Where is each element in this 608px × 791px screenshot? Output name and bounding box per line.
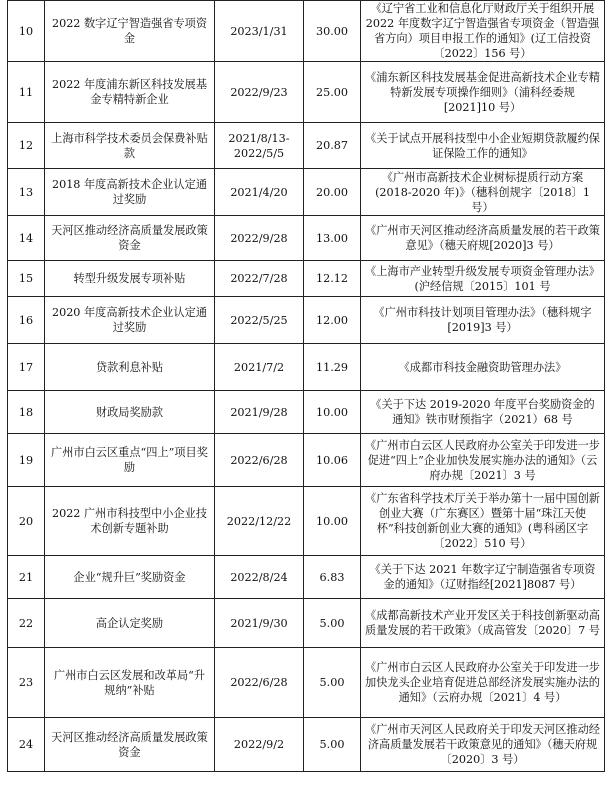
- grant-basis: 《成都高新技术产业开发区关于科技创新驱动高质量发展的若干政策》（成高管发〔2020〕7 号: [361, 599, 605, 648]
- grant-basis: 《关于下达 2019-2020 年度平台奖励资金的通知》铁市财预指字（2021）68 号: [361, 391, 605, 434]
- grant-date: 2022/6/28: [215, 434, 304, 487]
- grant-date: 2021/7/2: [215, 344, 304, 391]
- grant-item: 2022 广州市科技型中小企业技术创新专题补助: [45, 487, 215, 556]
- grant-basis: 《浦东新区科技发展基金促进高新技术企业专精特新发展专项操作细则》（浦科经委规[2021]10 号）: [361, 62, 605, 123]
- grant-item: 天河区推动经济高质量发展政策资金: [45, 718, 215, 772]
- table-row: [8, 434, 605, 487]
- row-number: 22: [8, 599, 45, 648]
- grant-basis: 《成都市科技金融资助管理办法》: [361, 344, 605, 391]
- grant-amount: 20.00: [304, 169, 361, 216]
- grant-amount: 5.00: [304, 718, 361, 772]
- grant-basis: 《广州市天河区人民政府关于印发天河区推动经济高质量发展若干政策意见的通知》（穗天府规〔2020〕3 号）: [361, 718, 605, 772]
- grant-basis: 《广州市天河区推动经济高质量发展的若干政策意见》（穗天府规[2020]3 号）: [361, 216, 605, 261]
- grant-item: 上海市科学技术委员会保费补贴款: [45, 123, 215, 169]
- grant-date: 2021/9/28: [215, 391, 304, 434]
- grant-date: 2021/4/20: [215, 169, 304, 216]
- grant-basis: 《广州市高新技术企业树标提质行动方案(2018-2020 年)》（穗科创规字〔2018〕1 号）: [361, 169, 605, 216]
- row-number: 14: [8, 216, 45, 261]
- grant-amount: 10.00: [304, 487, 361, 556]
- row-number: 13: [8, 169, 45, 216]
- grant-item: 2018 年度高新技术企业认定通过奖励: [45, 169, 215, 216]
- grant-item: 广州市白云区重点“四上”项目奖励: [45, 434, 215, 487]
- table-row: [8, 261, 605, 297]
- row-number: 24: [8, 718, 45, 772]
- grant-basis: 《关于下达 2021 年数字辽宁制造强省专项资金的通知》（辽财指经[2021]8087 号）: [361, 556, 605, 599]
- grant-item: 天河区推动经济高质量发展政策资金: [45, 216, 215, 261]
- grant-amount: 13.00: [304, 216, 361, 261]
- grant-item: 财政局奖励款: [45, 391, 215, 434]
- grant-amount: 5.00: [304, 648, 361, 718]
- grant-amount: 5.00: [304, 599, 361, 648]
- grant-item: 贷款利息补贴: [45, 344, 215, 391]
- grant-amount: 6.83: [304, 556, 361, 599]
- grant-amount: 12.12: [304, 261, 361, 297]
- grant-date: 2022/5/25: [215, 297, 304, 344]
- grant-date: 2021/8/13-2022/5/5: [215, 123, 304, 169]
- grant-item: 2022 年度浦东新区科技发展基金专精特新企业: [45, 62, 215, 123]
- grant-amount: 10.06: [304, 434, 361, 487]
- grant-amount: 20.87: [304, 123, 361, 169]
- table-row: [8, 648, 605, 718]
- grant-date: 2022/9/23: [215, 62, 304, 123]
- grant-basis: 《上海市产业转型升级发展专项资金管理办法》(沪经信规〔2015〕101 号: [361, 261, 605, 297]
- grant-basis: 《辽宁省工业和信息化厅财政厅关于组织开展 2022 年度数字辽宁智造强省专项资金（智造强省方向）项目申报工作的通知》(辽工信投资〔2022〕156 号）: [361, 1, 605, 62]
- grant-date: 2022/9/28: [215, 216, 304, 261]
- table-row: [8, 718, 605, 772]
- row-number: 21: [8, 556, 45, 599]
- row-number: 11: [8, 62, 45, 123]
- table-row: [8, 123, 605, 169]
- grant-basis: 《广州市白云区人民政府办公室关于印发进一步加快龙头企业培育促进总部经济发展实施办法的通知》（云府办规〔2021〕4 号）: [361, 648, 605, 718]
- grant-date: 2021/9/30: [215, 599, 304, 648]
- table-row: [8, 344, 605, 391]
- row-number: 10: [8, 1, 45, 62]
- grant-date: 2022/9/2: [215, 718, 304, 772]
- row-number: 19: [8, 434, 45, 487]
- grant-item: 2022 数字辽宁智造强省专项资金: [45, 1, 215, 62]
- row-number: 18: [8, 391, 45, 434]
- table-row: [8, 599, 605, 648]
- table-row: [8, 391, 605, 434]
- row-number: 20: [8, 487, 45, 556]
- grant-date: 2022/7/28: [215, 261, 304, 297]
- grant-date: 2022/8/24: [215, 556, 304, 599]
- table-row: [8, 62, 605, 123]
- grant-amount: 25.00: [304, 62, 361, 123]
- grant-basis: 《广州市白云区人民政府办公室关于印发进一步促进“四上”企业加快发展实施办法的通知》（云府办规〔2021〕3 号: [361, 434, 605, 487]
- grant-date: 2022/6/28: [215, 648, 304, 718]
- grant-item: 高企认定奖励: [45, 599, 215, 648]
- grant-item: 广州市白云区发展和改革局“升规纳”补贴: [45, 648, 215, 718]
- row-number: 15: [8, 261, 45, 297]
- grant-basis: 《关于试点开展科技型中小企业短期贷款履约保证保险工作的通知》: [361, 123, 605, 169]
- table-row: [8, 487, 605, 556]
- grant-date: 2022/12/22: [215, 487, 304, 556]
- grant-date: 2023/1/31: [215, 1, 304, 62]
- row-number: 23: [8, 648, 45, 718]
- grant-amount: 30.00: [304, 1, 361, 62]
- table-row: [8, 216, 605, 261]
- table-row: [8, 297, 605, 344]
- grant-amount: 10.00: [304, 391, 361, 434]
- grant-item: 2020 年度高新技术企业认定通过奖励: [45, 297, 215, 344]
- row-number: 17: [8, 344, 45, 391]
- row-number: 16: [8, 297, 45, 344]
- grant-item: 企业“规升巨”奖励资金: [45, 556, 215, 599]
- table-row: [8, 556, 605, 599]
- row-number: 12: [8, 123, 45, 169]
- grant-amount: 11.29: [304, 344, 361, 391]
- grant-amount: 12.00: [304, 297, 361, 344]
- government-grants-table: [7, 0, 605, 772]
- grant-basis: 《广州市科技计划项目管理办法》（穗科规字[2019]3 号）: [361, 297, 605, 344]
- grant-item: 转型升级发展专项补贴: [45, 261, 215, 297]
- table-row: [8, 1, 605, 62]
- grant-basis: 《广东省科学技术厅关于举办第十一届中国创新创业大赛（广东赛区）暨第十届“珠江天使杯”科技创新创业大赛的通知》(粤科函区字〔2022〕510 号）: [361, 487, 605, 556]
- table-row: [8, 169, 605, 216]
